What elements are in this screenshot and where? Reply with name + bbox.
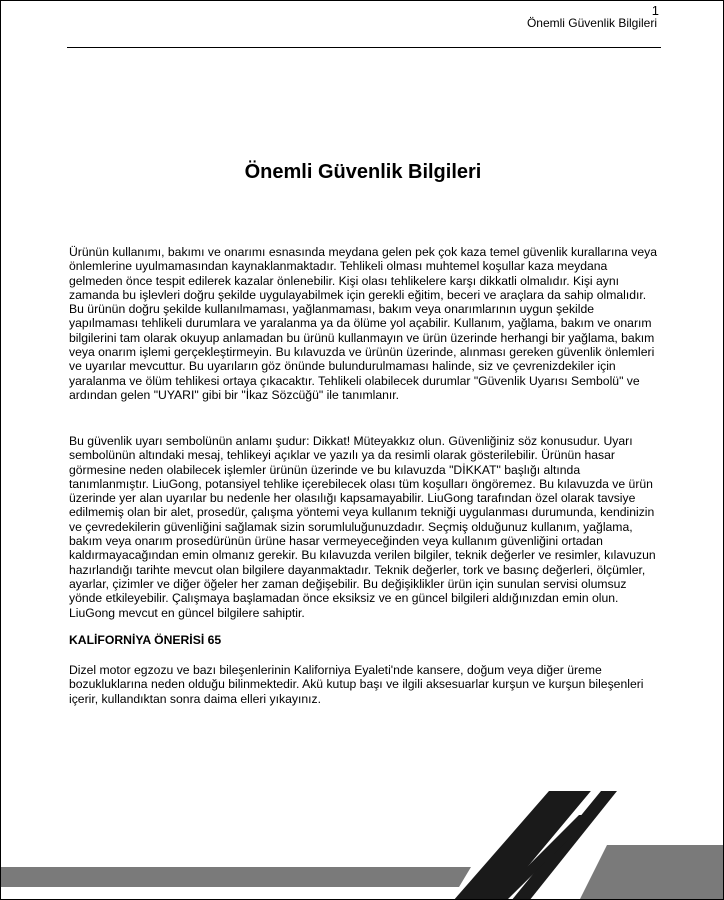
page-title: Önemli Güvenlik Bilgileri [244,161,482,183]
page-number: 1 [651,3,659,18]
paragraph-text: Bu güvenlik uyarı sembolünün anlamı şudur: Dikkat! Müteyakkız olun. Güvenliğiniz söz konusudur. Uyarı sembolünün altındaki mesaj, tehlikeyi açıklar ve yazılı ya da resimli olarak gösterilebilir. Ürünün hasar görmesine neden olabilecek işlemler ürünün üzerinde ve bu kılavuzda "DİKKAT" başlığı altında tanımlanmıştır. LiuGong, potansiyel tehlike içerebilecek olası tüm koşulları öngöremez. Bu kılavuzda ve ürün üzerinde yer alan uyarılar bu nedenle her olasılığı kapsamayabilir. LiuGong tarafından özel olarak tavsiye edilmemiş olan bir alet, prosedür, çalışma yöntemi veya kullanım tekniği uygulanması durumunda, kendinizin ve çevredekilerin güvenliğini sağlamak sizin sorumluluğunuzdadır. Seçmiş olduğunuz kullanım, yağlama, bakım veya onarım prosedürünün ürüne hasar vermeyeceğinden veya kullanım güvenliğini ortadan kaldırmayacağından emin olmanız gerekir. Bu kılavuzda verilen bilgiler, teknik değerler ve resimler, kılavuzun hazırlandığı tarihte mevcut olan bilgilere dayanmaktadır. Teknik değerler, tork ve basınç değerleri, ölçümler, ayarlar, çizimler ve diğer öğeler her zaman değişebilir. Bu değişiklikler ürün için sunulan servisi olumsuz yönde etkileyebilir. Çalışmaya başlamadan önce eksiksiz ve en güncel bilgileri aldığınızdan emin olun. LiuGong mevcut en güncel bilgilere sahiptir. [69,434,656,620]
intro-paragraph [69,245,661,402]
grey-band-left [1,867,471,887]
proposition-65-paragraph [69,663,661,706]
paragraph-text: Ürünün kullanımı, bakımı ve onarımı esnasında meydana gelen pek çok kaza temel güvenlik kurallarına veya önlemlerine uyulmamasından kaynaklanmaktadır. Tehlikeli olması muhtemel koşullar kaza meydana gelmeden önce tespit edilerek kazalar önlenebilir. Kişi olası tehlikelere karşı dikkatli olmalıdır. Kişi aynı zamanda bu işlevleri doğru şekilde uygulayabilmek için gerekli eğitim, beceri ve araçlara da sahip olmalıdır. Bu ürünün doğru şekilde kullanılmaması, yağlanmaması, bakım veya onarımlarının uygun şekilde yapılmaması tehlikeli durumlara ve yaralanma ya da ölüme yol açabilir. Kullanım, yağlama, bakım ve onarım bilgilerini tam olarak okuyup anlamadan bu ürünü kullanmayın ve ürün üzerinde herhangi bir yağlama, bakım veya onarım işlemi gerçekleştirmeyin. Bu kılavuzda ve ürünün üzerinde, alınması gereken güvenlik önlemleri ve uyarılar mevcuttur. Bu uyarıların göz önünde bulundurulmaması halinde, siz ve çevrenizdekiler için yaralanma ve ölüm tehlikesi ortaya çıkacaktır. Tehlikeli olabilecek durumlar "Güvenlik Uyarısı Sembolü" ve ardından gelen "UYARI" gibi bir "İkaz Sözcüğü" ile tanımlanır. [69,245,658,402]
grey-band-right [579,845,723,900]
header-divider [67,47,661,48]
section-heading: KALİFORNİYA ÖNERİSİ 65 [69,633,222,647]
paragraph-text: Dizel motor egzozu ve bazı bileşenlerinin Kaliforniya Eyaleti'nde kansere, doğum veya diğer üreme bozukluklarına neden olduğu bilinmektedir. Akü kutup başı ve ilgili aksesuarlar kurşun ve kurşun bileşenleri içerir, kullandıktan sonra daima elleri yıkayınız. [69,663,644,706]
diagonal-stripes-graphic [1,781,724,900]
symbol-paragraph [69,434,661,620]
running-header-title: Önemli Güvenlik Bilgileri [526,16,657,30]
